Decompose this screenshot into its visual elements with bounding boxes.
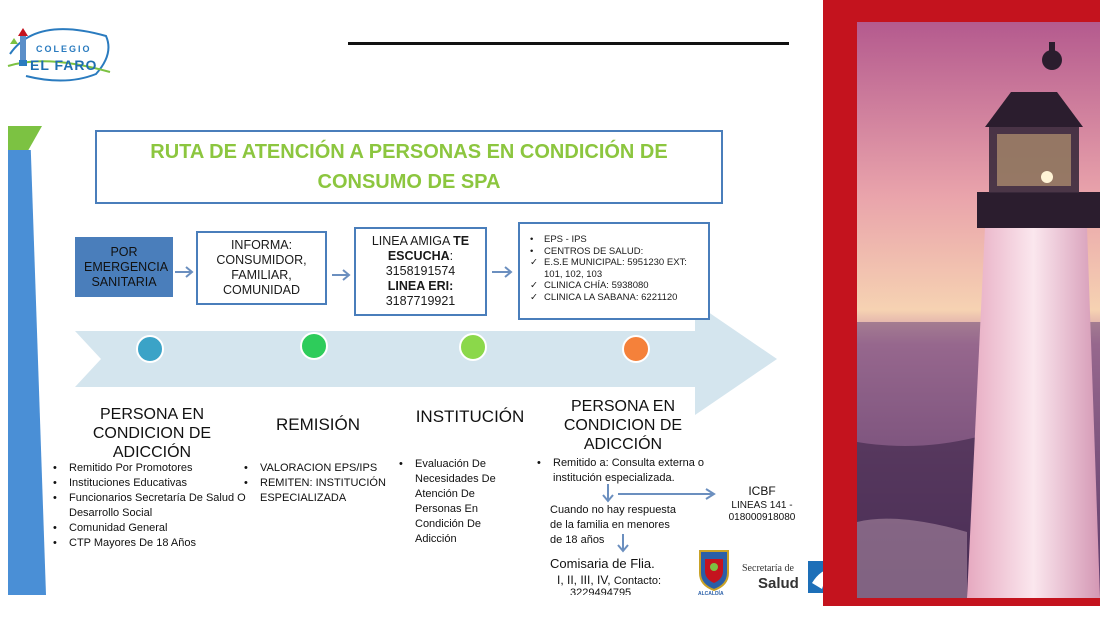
check-icon: ✓ [530,280,538,291]
list-item: • Remitido a: Consulta externa o institución especializada. [533,456,713,486]
column-1-heading: PERSONA EN CONDICION DE ADICCIÓN [92,406,212,461]
logo-text-el-faro: EL FARO [30,57,98,73]
emergency-box-label: POR EMERGENCIA SANITARIA [84,244,169,289]
logo-text-colegio: COLEGIO [36,44,92,54]
bullet-marker: • [530,234,534,245]
header-divider [348,42,789,45]
arrow-right-icon [618,489,714,499]
decorative-blue-strip [8,150,46,595]
list-item: • Comunidad General [49,521,249,536]
timeline-dot-1 [136,335,164,363]
page-title [129,137,689,197]
secretaria-label: Secretaría de [742,563,794,574]
list-item-text: CLINICA CHÍA: 5938080 [544,280,649,291]
list-item: • Remitido Por Promotores [49,461,249,476]
list-item: • CTP Mayores De 18 Años [49,536,249,551]
list-item: • Evaluación De Necesidades De Atención De Personas En Condición De Adicción [395,457,510,547]
column-4-heading: PERSONA EN CONDICION DE ADICCIÓN [563,398,683,453]
timeline-dot-3 [459,333,487,361]
comisaria-numbers: I, II, III, IV, [557,573,611,587]
helpline-linea-eri [388,279,454,294]
school-logo [6,14,114,84]
list-item [530,292,700,304]
title-line-1: RUTA DE ATENCIÓN A PERSONAS EN CONDICIÓN DE [150,141,668,163]
helpline-box [354,227,487,316]
column-2-heading: REMISIÓN [275,415,361,434]
column-3-list [395,457,510,547]
arrow-right-icon [332,269,352,281]
list-item: • VALORACION EPS/IPS [240,461,390,476]
inform-box [196,231,327,305]
arrow-right-icon [492,266,514,278]
helpline-linea-eri-label: LINEA ERI: [387,279,454,293]
salud-label: Salud [758,575,799,592]
icbf-lines: LINEAS 141 - 018000918080 [728,500,796,523]
check-icon: ✓ [530,291,538,303]
emergency-box [75,237,173,297]
health-centers-list [530,234,700,303]
list-item: • Instituciones Educativas [49,476,249,491]
column-2-list [240,461,390,506]
alcaldia-label: ALCALDÍA [698,591,724,597]
bullet-marker: • [530,245,534,257]
helpline-te-escucha: TE ESCUCHA [387,234,470,263]
timeline-dot-4 [622,335,650,363]
lighthouse-image [857,22,1100,598]
list-item [530,234,700,246]
municipal-shield-icon [697,547,731,591]
column-1-list [49,461,249,551]
list-item: • REMITEN: INSTITUCIÓN ESPECIALIZADA [240,476,390,506]
list-item [530,246,700,258]
helpline-line-amiga [361,234,481,264]
list-item-text: E.S.E MUNICIPAL: 5951230 EXT: 101, 102, 103 [544,257,687,280]
list-item-text: EPS - IPS [544,234,587,245]
check-icon: ✓ [530,257,538,268]
list-item-text: CENTROS DE SALUD: [544,245,644,257]
comisaria-title: Comisaria de Flia. [550,556,655,571]
column-3-heading: INSTITUCIÓN [415,407,525,426]
list-item-text: CLINICA LA SABANA: 6221120 [544,291,678,303]
column-4-list [533,456,713,486]
arrow-down-icon [603,484,613,501]
helpline-colon: : [449,249,454,263]
helpline-phone-1: 3158191574 [385,264,456,278]
helpline-prefix: LINEA AMIGA [371,234,454,248]
list-item [530,257,700,280]
timeline-dot-2 [300,332,328,360]
list-item [530,280,700,292]
no-response-text: Cuando no hay respuesta de la familia en menores de 18 años [550,504,676,546]
comisaria-line [557,573,692,589]
contacto-label: Contacto: [613,575,662,587]
icbf-title: ICBF [748,484,776,498]
helpline-phone-2: 3187719921 [385,294,456,308]
inform-box-label: INFORMA: CONSUMIDOR, FAMILIAR, COMUNIDAD [216,238,307,297]
title-line-2: CONSUMO DE SPA [317,171,501,193]
title-box [95,130,723,204]
list-item: • Funcionarios Secretaría De Salud O Desarrollo Social [49,491,249,521]
health-centers-box [518,222,710,320]
contacto-number: 3229494795 [570,588,632,595]
arrow-right-icon [175,266,195,278]
lighthouse-photo [857,22,1100,598]
